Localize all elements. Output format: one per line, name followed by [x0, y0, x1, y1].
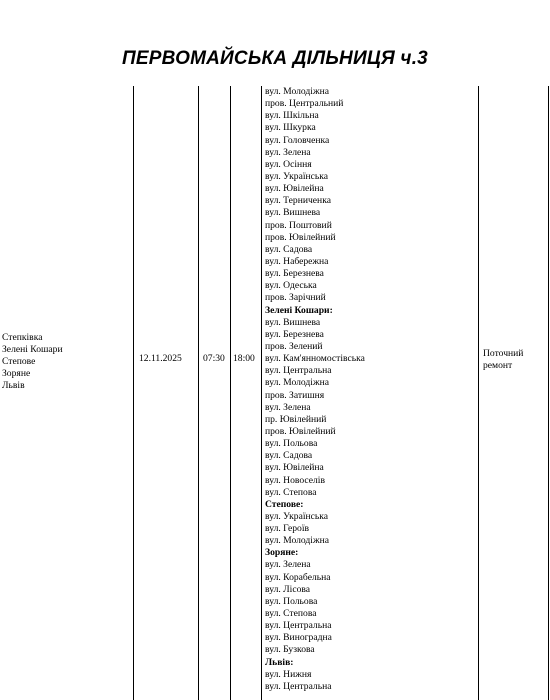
table-divider	[261, 86, 262, 700]
street-item: вул. Степова	[265, 486, 317, 498]
street-item: вул. Вишнева	[265, 316, 321, 328]
street-item: вул. Одеська	[265, 280, 317, 292]
street-item: вул. Героїв	[265, 523, 310, 535]
street-item: вул. Березнева	[265, 328, 324, 340]
street-item: пров. Ювілейний	[265, 231, 336, 243]
street-item: вул. Бузкова	[265, 644, 315, 656]
street-item: пров. Ювілейний	[265, 425, 336, 437]
street-item: вул. Садова	[265, 243, 313, 255]
street-item: вул. Зелена	[265, 401, 311, 413]
street-item: вул. Вишнева	[265, 207, 321, 219]
street-item: пров. Затишня	[265, 389, 325, 401]
date-cell: 12.11.2025	[139, 353, 182, 364]
table-divider	[133, 86, 134, 700]
locality-header: Степове:	[265, 498, 304, 510]
table-divider	[198, 86, 199, 700]
street-item: вул. Кам'янномостівська	[265, 353, 365, 365]
street-item: вул. Виноградна	[265, 632, 332, 644]
street-item: вул. Шкільна	[265, 110, 319, 122]
street-item: вул. Центральна	[265, 680, 332, 692]
street-item: вул. Березнева	[265, 268, 324, 280]
street-item: пров. Центральний	[265, 98, 344, 110]
start-time-cell: 07:30	[203, 353, 225, 364]
schedule-table	[0, 86, 550, 700]
street-item: вул. Лісова	[265, 583, 311, 595]
locality-header: Зелені Кошари:	[265, 304, 333, 316]
street-item: вул. Зелена	[265, 146, 311, 158]
street-item: пров. Зелений	[265, 340, 323, 352]
table-divider	[478, 86, 479, 700]
street-item: вул. Терниченка	[265, 195, 331, 207]
street-item: вул. Українська	[265, 170, 329, 182]
street-item: вул. Зелена	[265, 559, 311, 571]
street-item: вул. Набережна	[265, 255, 329, 267]
street-item: вул. Корабельна	[265, 571, 331, 583]
end-time-cell: 18:00	[233, 353, 255, 364]
street-item: вул. Молодіжна	[265, 86, 329, 97]
street-item: пр. Ювілейний	[265, 413, 327, 425]
street-item: вул. Шкурка	[265, 122, 316, 134]
street-item: пров. Зарічний	[265, 292, 326, 304]
locality-header: Львів:	[265, 656, 294, 668]
work-type-cell: Поточний ремонт	[483, 348, 524, 372]
street-item: вул. Нижня	[265, 668, 312, 680]
street-item: вул. Польова	[265, 438, 318, 450]
street-item: вул. Українська	[265, 510, 329, 522]
street-item: вул. Молодіжна	[265, 377, 329, 389]
street-item: вул. Ювілейна	[265, 183, 324, 195]
street-item: вул. Осіння	[265, 158, 312, 170]
settlement-name: Зоряне	[2, 368, 31, 380]
table-divider	[230, 86, 231, 700]
settlement-name: Зелені Кошари	[2, 344, 63, 356]
street-item: вул. Ювілейна	[265, 462, 324, 474]
settlement-name: Львів	[2, 380, 25, 392]
street-item: вул. Степова	[265, 608, 317, 620]
street-item: вул. Центральна	[265, 365, 332, 377]
street-item: вул. Головченка	[265, 134, 330, 146]
streets-cell	[265, 86, 365, 693]
street-item: вул. Новоселів	[265, 474, 326, 486]
page-title: ПЕРВОМАЙСЬКА ДІЛЬНИЦЯ ч.3	[122, 48, 428, 69]
locality-header: Зоряне:	[265, 547, 299, 559]
street-item: вул. Садова	[265, 450, 313, 462]
settlements-cell	[2, 332, 63, 392]
street-item: вул. Молодіжна	[265, 535, 329, 547]
settlement-name: Степове	[2, 356, 36, 368]
street-item: вул. Центральна	[265, 620, 332, 632]
settlement-name: Степківка	[2, 332, 43, 343]
street-item: вул. Польова	[265, 595, 318, 607]
table-divider	[548, 86, 549, 700]
street-item: пров. Поштовий	[265, 219, 332, 231]
